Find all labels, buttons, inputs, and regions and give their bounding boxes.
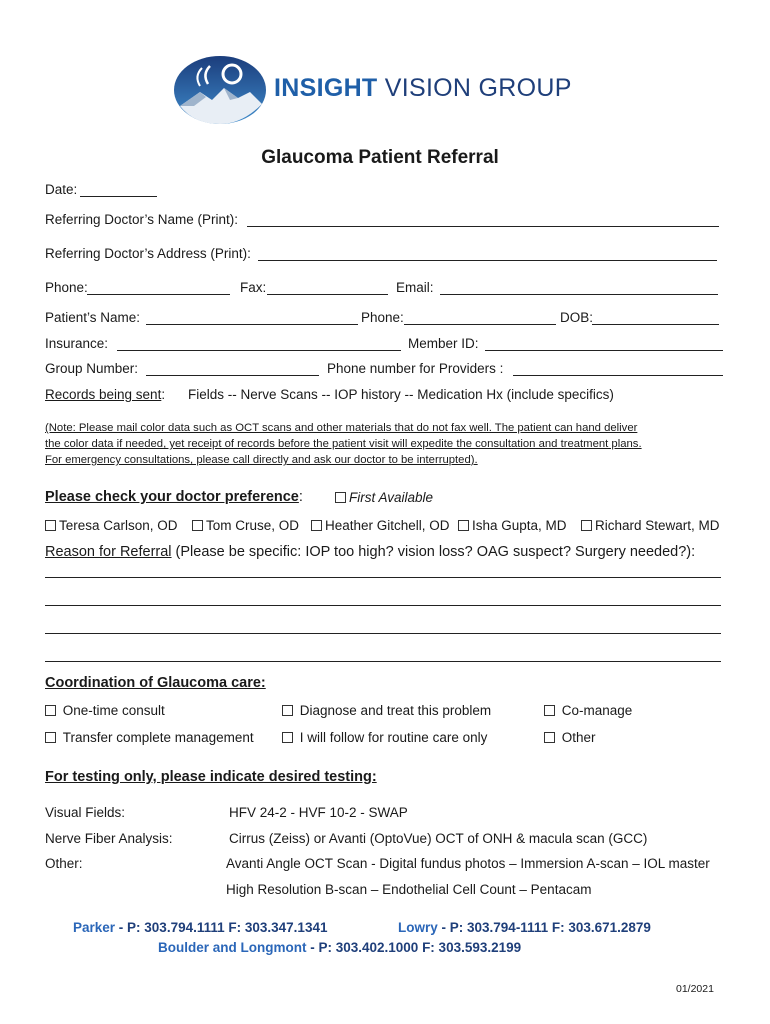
coord-label: Co-manage bbox=[561, 703, 633, 718]
records-row bbox=[45, 387, 165, 402]
doctor-checkbox[interactable] bbox=[192, 520, 203, 531]
testing-heading: For testing only, please indicate desired testing: bbox=[45, 769, 377, 785]
coord-checkbox[interactable] bbox=[45, 732, 56, 743]
reason-row bbox=[45, 544, 695, 560]
doctor-option-cruse[interactable] bbox=[192, 518, 299, 533]
doctor-preference-colon: : bbox=[298, 489, 303, 505]
patient-name-label: Patient’s Name: bbox=[45, 310, 141, 325]
reason-line-4[interactable] bbox=[45, 661, 721, 662]
doctor-checkbox[interactable] bbox=[45, 520, 56, 531]
contact-city-boulder: Boulder and Longmont bbox=[158, 940, 307, 955]
doctor-address-label: Referring Doctor’s Address (Print): bbox=[45, 246, 251, 261]
coord-option-transfer[interactable] bbox=[45, 730, 254, 745]
coord-checkbox[interactable] bbox=[544, 705, 555, 716]
testing-value: HFV 24-2 - HVF 10-2 - SWAP bbox=[229, 805, 408, 820]
coord-option-diagnose[interactable] bbox=[282, 703, 491, 718]
coord-label: Diagnose and treat this problem bbox=[299, 703, 492, 718]
coord-label: One-time consult bbox=[62, 703, 165, 718]
note-line-2: the color data if needed, yet receipt of records before the patient visit will expedite the consultation and treatment plans. bbox=[45, 438, 642, 450]
testing-value: Avanti Angle OCT Scan - Digital fundus photos – Immersion A-scan – IOL master bbox=[226, 856, 710, 871]
doctor-option-gupta[interactable] bbox=[458, 518, 567, 533]
logo bbox=[172, 54, 602, 126]
coord-checkbox[interactable] bbox=[544, 732, 555, 743]
doctor-name-field[interactable] bbox=[247, 226, 719, 227]
member-id-field[interactable] bbox=[485, 350, 723, 351]
coord-checkbox[interactable] bbox=[282, 705, 293, 716]
fax-label: Fax: bbox=[240, 280, 267, 295]
contact-row-1 bbox=[73, 920, 327, 935]
coord-label: I will follow for routine care only bbox=[299, 730, 488, 745]
records-label: Records being sent bbox=[45, 387, 162, 402]
coord-label: Other bbox=[561, 730, 596, 745]
testing-label: Visual Fields: bbox=[45, 805, 126, 820]
testing-value: High Resolution B-scan – Endothelial Cell Count – Pentacam bbox=[226, 882, 592, 897]
insurance-field[interactable] bbox=[117, 350, 401, 351]
contact-city-lowry: Lowry bbox=[398, 920, 438, 935]
testing-label: Other: bbox=[45, 856, 83, 871]
contact-city-parker: Parker bbox=[73, 920, 116, 935]
doctor-checkbox[interactable] bbox=[581, 520, 592, 531]
doctor-label: Tom Cruse, OD bbox=[206, 518, 300, 533]
doctor-name-label: Referring Doctor’s Name (Print): bbox=[45, 212, 239, 227]
coord-label: Transfer complete management bbox=[62, 730, 254, 745]
coord-option-follow[interactable] bbox=[282, 730, 487, 745]
dob-label: DOB: bbox=[560, 310, 594, 325]
first-available-option[interactable] bbox=[335, 490, 433, 505]
coord-checkbox[interactable] bbox=[282, 732, 293, 743]
patient-name-field[interactable] bbox=[146, 324, 358, 325]
contact-row-2 bbox=[158, 940, 521, 955]
logo-brand-bold: INSIGHT bbox=[274, 74, 378, 102]
reason-prompt: (Please be specific: IOP too high? vision loss? OAG suspect? Surgery needed?): bbox=[171, 544, 696, 560]
doctor-address-field[interactable] bbox=[258, 260, 717, 261]
doctor-label: Heather Gitchell, OD bbox=[325, 518, 450, 533]
group-number-label: Group Number: bbox=[45, 361, 139, 376]
doctor-preference-row bbox=[45, 489, 303, 505]
doctor-checkbox[interactable] bbox=[311, 520, 322, 531]
patient-phone-label: Phone: bbox=[361, 310, 404, 325]
doctor-label: Richard Stewart, MD bbox=[595, 518, 720, 533]
group-number-field[interactable] bbox=[146, 375, 319, 376]
reason-line-3[interactable] bbox=[45, 633, 721, 634]
provider-phone-label: Phone number for Providers : bbox=[327, 361, 504, 376]
logo-globe-icon bbox=[172, 54, 268, 126]
form-version: 01/2021 bbox=[676, 983, 714, 995]
phone-field[interactable] bbox=[87, 294, 230, 295]
first-available-label: First Available bbox=[349, 490, 434, 505]
coord-option-comanage[interactable] bbox=[544, 703, 632, 718]
doctor-label: Teresa Carlson, OD bbox=[59, 518, 178, 533]
fax-field[interactable] bbox=[267, 294, 388, 295]
member-id-label: Member ID: bbox=[408, 336, 479, 351]
reason-label: Reason for Referral bbox=[45, 544, 172, 560]
doctor-option-carlson[interactable] bbox=[45, 518, 178, 533]
contact-numbers-parker: - P: 303.794.1111 F: 303.347.1341 bbox=[115, 920, 328, 935]
logo-wordmark bbox=[274, 74, 572, 103]
doctor-option-gitchell[interactable] bbox=[311, 518, 450, 533]
doctor-checkbox[interactable] bbox=[458, 520, 469, 531]
doctor-preference-heading: Please check your doctor preference bbox=[45, 489, 299, 505]
coordination-heading: Coordination of Glaucoma care: bbox=[45, 675, 266, 691]
date-label: Date: bbox=[45, 182, 78, 197]
page-title: Glaucoma Patient Referral bbox=[261, 147, 499, 168]
reason-line-1[interactable] bbox=[45, 577, 721, 578]
coord-option-one-time[interactable] bbox=[45, 703, 165, 718]
patient-phone-field[interactable] bbox=[404, 324, 556, 325]
first-available-checkbox[interactable] bbox=[335, 492, 346, 503]
contact-row-1b bbox=[398, 920, 651, 935]
testing-value: Cirrus (Zeiss) or Avanti (OptoVue) OCT of ONH & macula scan (GCC) bbox=[229, 831, 648, 846]
testing-label: Nerve Fiber Analysis: bbox=[45, 831, 173, 846]
insurance-label: Insurance: bbox=[45, 336, 109, 351]
email-field[interactable] bbox=[440, 294, 718, 295]
note-line-1: (Note: Please mail color data such as OCT scans and other materials that do not fax well. The patient can hand deliver bbox=[45, 422, 638, 434]
doctor-option-stewart[interactable] bbox=[581, 518, 720, 533]
coord-checkbox[interactable] bbox=[45, 705, 56, 716]
phone-label: Phone: bbox=[45, 280, 88, 295]
logo-brand-rest: VISION GROUP bbox=[377, 74, 572, 102]
email-label: Email: bbox=[396, 280, 434, 295]
date-field[interactable] bbox=[80, 196, 157, 197]
records-items: Fields -- Nerve Scans -- IOP history -- Medication Hx (include specifics) bbox=[188, 387, 614, 402]
records-colon: : bbox=[161, 387, 166, 402]
reason-line-2[interactable] bbox=[45, 605, 721, 606]
dob-field[interactable] bbox=[592, 324, 719, 325]
doctor-label: Isha Gupta, MD bbox=[472, 518, 567, 533]
coord-option-other[interactable] bbox=[544, 730, 596, 745]
note-line-3: For emergency consultations, please call directly and ask our doctor to be interrupted). bbox=[45, 454, 478, 466]
contact-numbers-boulder: - P: 303.402.1000 F: 303.593.2199 bbox=[306, 940, 522, 955]
contact-numbers-lowry: - P: 303.794-1111 F: 303.671.2879 bbox=[437, 920, 651, 935]
provider-phone-field[interactable] bbox=[513, 375, 723, 376]
